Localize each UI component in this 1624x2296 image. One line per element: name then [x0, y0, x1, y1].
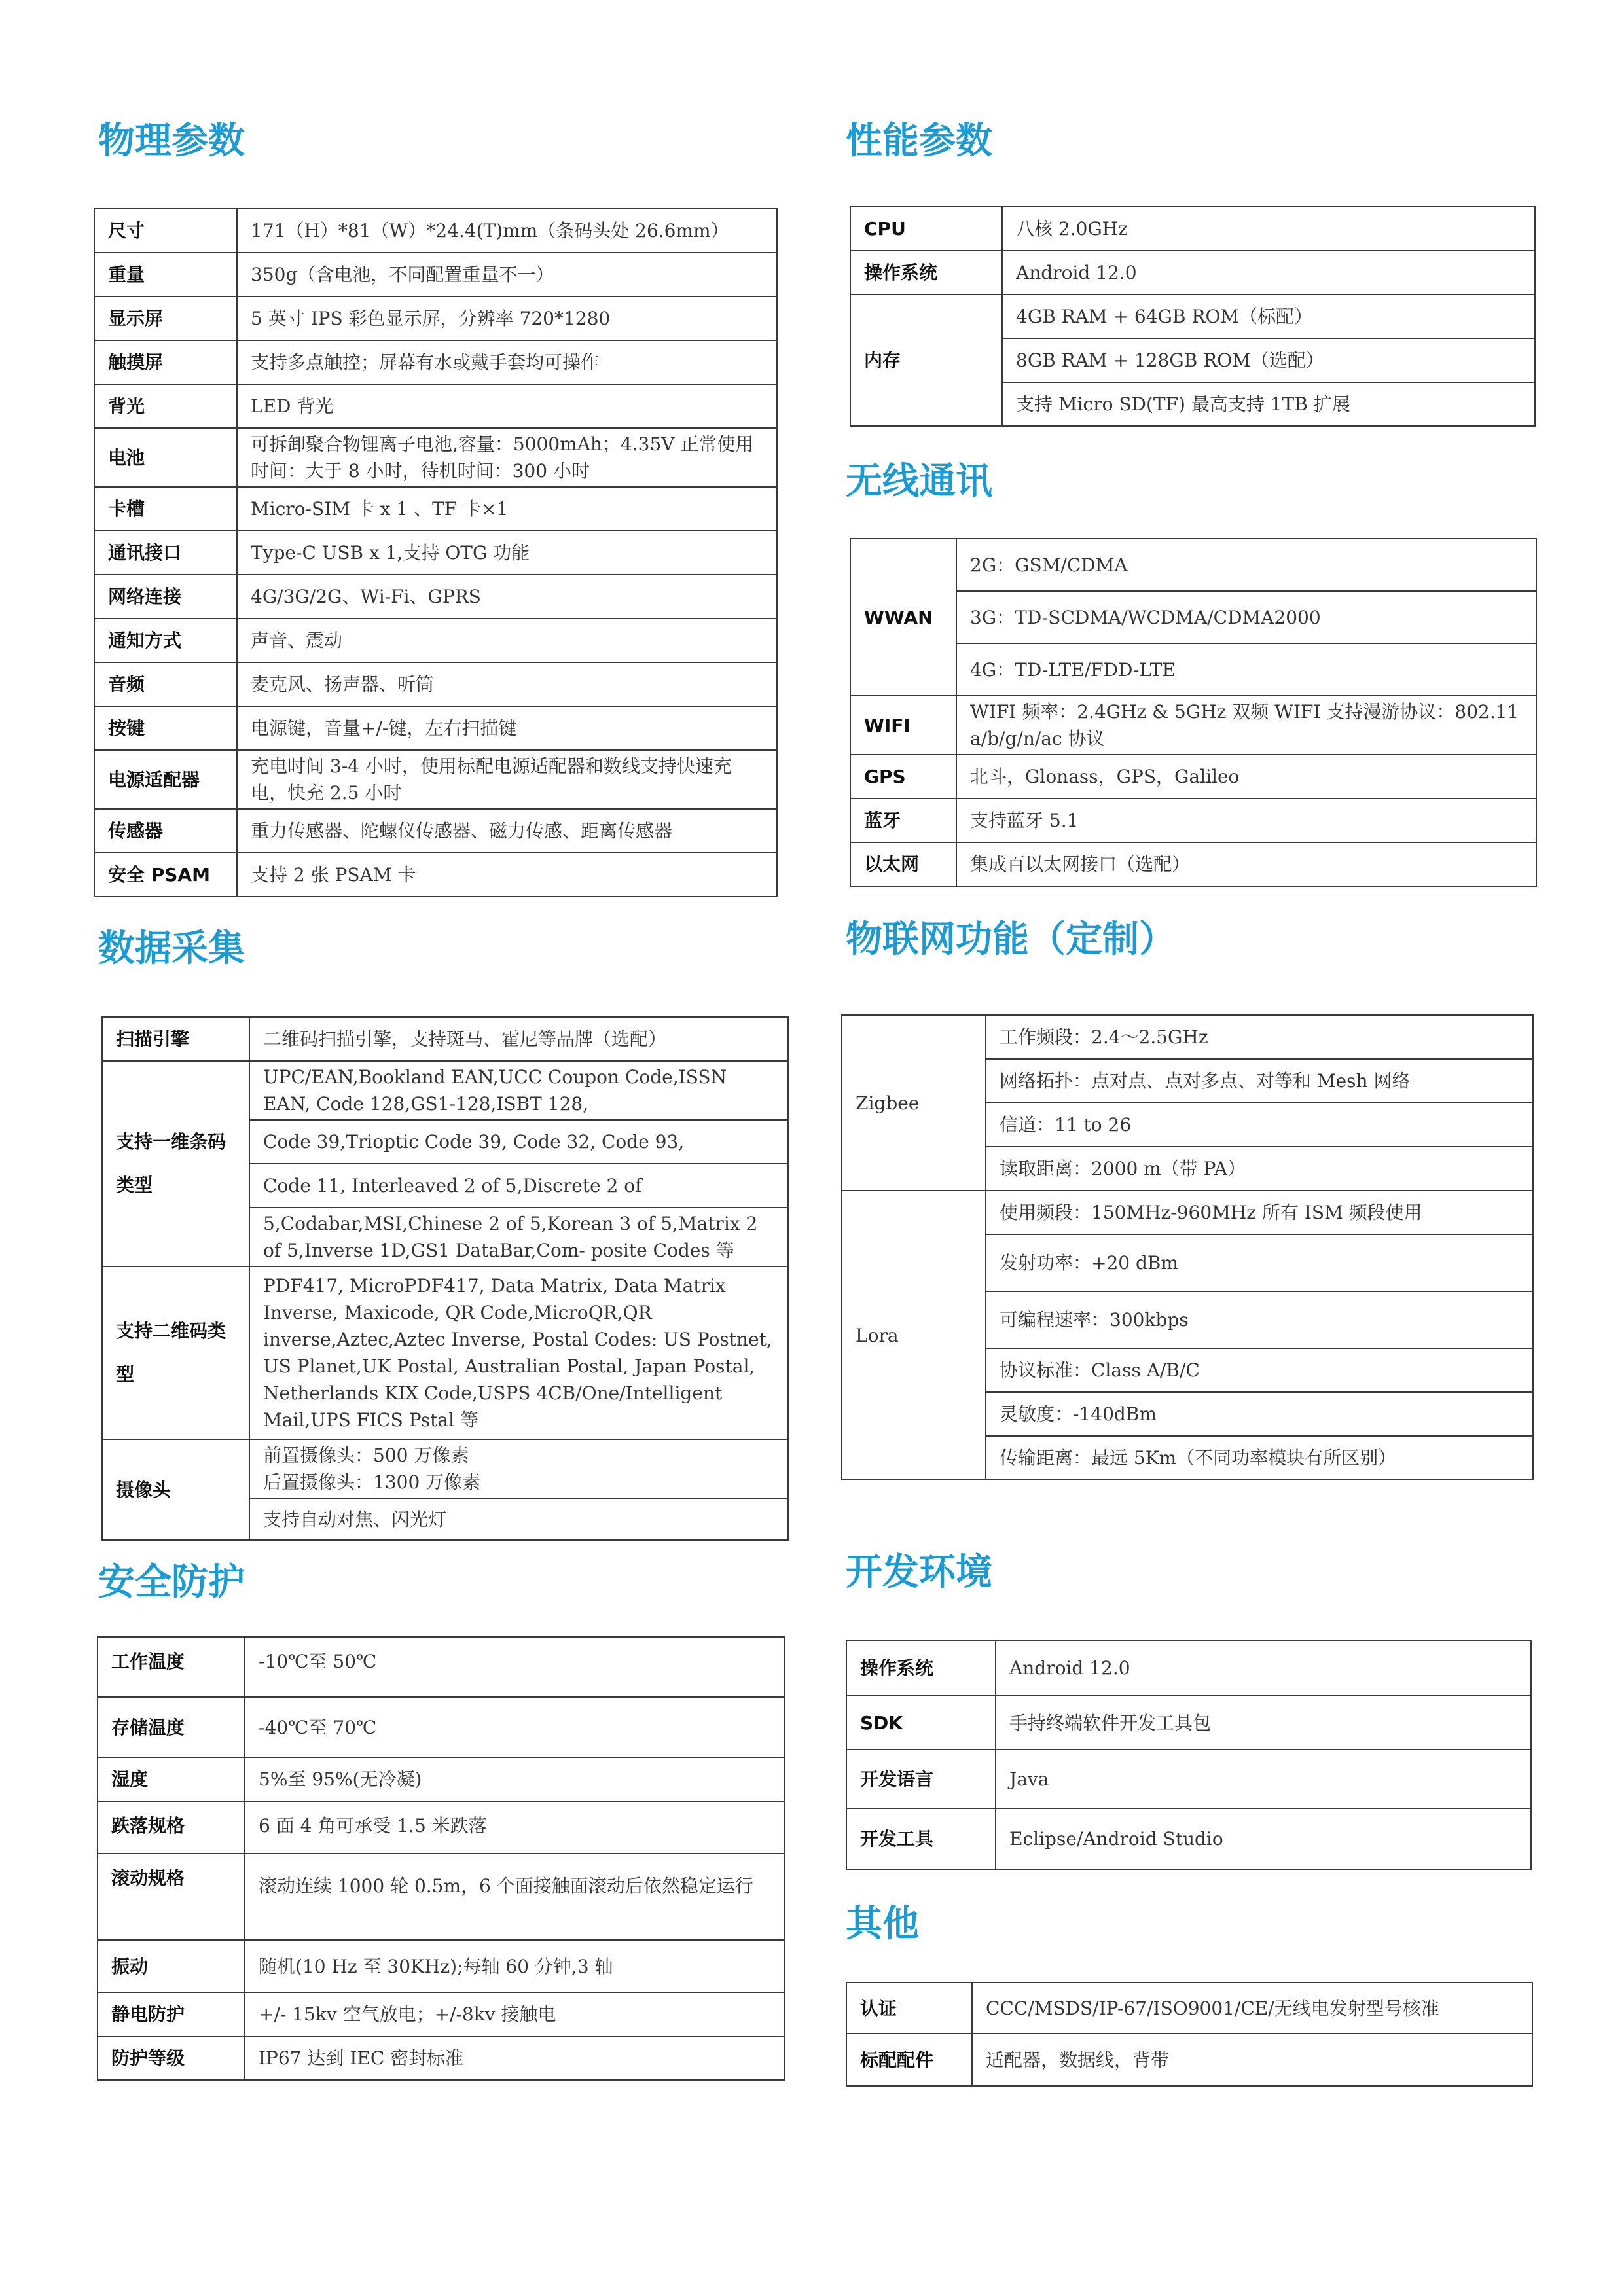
spec-value: Eclipse/Android Studio [996, 1808, 1531, 1869]
spec-label: 湿度 [98, 1757, 245, 1801]
spec-label: 认证 [846, 1982, 972, 2034]
spec-label: 电池 [94, 428, 237, 487]
spec-label: 跌落规格 [98, 1801, 245, 1854]
spec-value: 北斗，Glonass，GPS，Galileo [956, 755, 1536, 798]
spec-value: 电源键，音量+/-键，左右扫描键 [237, 706, 777, 750]
spec-label: 振动 [98, 1940, 245, 1992]
spec-label: 标配配件 [846, 2034, 972, 2086]
table-row [850, 696, 1536, 755]
spec-value: 8GB RAM + 128GB ROM（选配） [1002, 338, 1535, 382]
capture-table [101, 1016, 789, 1541]
spec-label: 蓝牙 [850, 798, 956, 842]
table-row [846, 1808, 1531, 1869]
spec-label: 工作温度 [98, 1637, 245, 1697]
spec-value: 协议标准：Class A/B/C [986, 1348, 1533, 1392]
spec-value: 工作频段：2.4～2.5GHz [986, 1015, 1533, 1059]
table-row [98, 2036, 785, 2080]
spec-label: 安全 PSAM [94, 853, 237, 897]
spec-label: WWAN [850, 539, 956, 696]
spec-value: 可拆卸聚合物锂离子电池,容量：5000mAh；4.35V 正常使用时间：大于 8 小时，待机时间：300 小时 [237, 428, 777, 487]
spec-label: 通知方式 [94, 619, 237, 662]
spec-label: 开发工具 [846, 1808, 996, 1869]
table-row [842, 1191, 1533, 1234]
table-row [94, 662, 777, 706]
spec-label: 静电防护 [98, 1992, 245, 2036]
spec-value: 充电时间 3-4 小时，使用标配电源适配器和数线支持快速充电，快充 2.5 小时 [237, 750, 777, 809]
spec-value: 5,Codabar,MSI,Chinese 2 of 5,Korean 3 of 5,Matrix 2 of 5,Inverse 1D,GS1 DataBar,Com- posite Codes 等 [249, 1208, 788, 1266]
table-row [94, 575, 777, 619]
spec-value: 传输距离：最远 5Km（不同功率模块有所区别） [986, 1436, 1533, 1480]
table-row [850, 539, 1536, 591]
wireless-table [850, 538, 1537, 887]
spec-value: 350g（含电池，不同配置重量不一） [237, 253, 777, 296]
spec-value: 可编程速率：300kbps [986, 1291, 1533, 1348]
table-row [846, 1982, 1532, 2034]
table-row [846, 1640, 1531, 1696]
spec-label: 内存 [850, 295, 1002, 426]
spec-label: 开发语言 [846, 1749, 996, 1808]
spec-value: 手持终端软件开发工具包 [996, 1696, 1531, 1749]
spec-value: 3G：TD-SCDMA/WCDMA/CDMA2000 [956, 591, 1536, 643]
spec-value: Lora [842, 1191, 986, 1480]
spec-label: 按键 [94, 706, 237, 750]
spec-value: Zigbee [842, 1015, 986, 1191]
section-title-performance: 性能参数 [846, 120, 992, 162]
spec-value: 5%至 95%(无冷凝) [245, 1757, 785, 1801]
spec-value: 网络拓扑：点对点、点对多点、对等和 Mesh 网络 [986, 1059, 1533, 1103]
spec-value: 读取距离：2000 m（带 PA） [986, 1147, 1533, 1191]
table-row [98, 1757, 785, 1801]
spec-value: UPC/EAN,Bookland EAN,UCC Coupon Code,ISSN EAN, Code 128,GS1-128,ISBT 128, [249, 1061, 788, 1120]
spec-label: 以太网 [850, 842, 956, 886]
section-title-physical: 物理参数 [98, 120, 245, 162]
table-row [94, 750, 777, 809]
table-row [94, 428, 777, 487]
spec-value: PDF417, MicroPDF417, Data Matrix, Data Matrix Inverse, Maxicode, QR Code,MicroQR,QR inverse,Aztec,Aztec Inverse, Postal Codes: US Postnet, US Planet,UK Postal, Australian Postal, Japan Postal, Netherlands KIX Code,USPS 4CB/One/Intelligent Mail,UPS FICS Pstal 等 [249, 1266, 788, 1439]
spec-label: GPS [850, 755, 956, 798]
table-row [850, 842, 1536, 886]
table-row [98, 1992, 785, 2036]
table-row [98, 1854, 785, 1940]
spec-value: Code 11, Interleaved 2 of 5,Discrete 2 of [249, 1164, 788, 1208]
spec-value: Type-C USB x 1,支持 OTG 功能 [237, 531, 777, 575]
table-row [94, 487, 777, 531]
spec-value: 支持 2 张 PSAM 卡 [237, 853, 777, 897]
section-title-protection: 安全防护 [98, 1561, 245, 1604]
table-row [94, 296, 777, 340]
spec-label: 卡槽 [94, 487, 237, 531]
table-row [850, 251, 1535, 295]
spec-value: Code 39,Trioptic Code 39, Code 32, Code 93, [249, 1120, 788, 1164]
spec-label: WIFI [850, 696, 956, 755]
spec-value: 6 面 4 角可承受 1.5 米跌落 [245, 1801, 785, 1854]
spec-value: 4G/3G/2G、Wi-Fi、GPRS [237, 575, 777, 619]
spec-label: 存储温度 [98, 1697, 245, 1757]
spec-value: 滚动连续 1000 轮 0.5m，6 个面接触面滚动后依然稳定运行 [245, 1854, 785, 1940]
spec-label: 操作系统 [850, 251, 1002, 295]
spec-label: 滚动规格 [98, 1854, 245, 1940]
spec-label: 音频 [94, 662, 237, 706]
spec-label: 电源适配器 [94, 750, 237, 809]
table-row [846, 1696, 1531, 1749]
spec-label: 尺寸 [94, 209, 237, 253]
section-title-devenv: 开发环境 [846, 1551, 992, 1594]
spec-value: 支持 Micro SD(TF) 最高支持 1TB 扩展 [1002, 382, 1535, 426]
table-row [102, 1439, 788, 1498]
spec-value: +/- 15kv 空气放电；+/-8kv 接触电 [245, 1992, 785, 2036]
camera-rear: 后置摄像头：1300 万像素 [263, 1471, 481, 1493]
spec-value: 171（H）*81（W）*24.4(T)mm（条码头处 26.6mm） [237, 209, 777, 253]
table-row [94, 384, 777, 428]
table-row [850, 798, 1536, 842]
table-row [850, 207, 1535, 251]
spec-value: 二维码扫描引擎，支持斑马、霍尼等品牌（选配） [249, 1017, 788, 1061]
spec-label: 操作系统 [846, 1640, 996, 1696]
table-row [94, 853, 777, 897]
spec-label: 重量 [94, 253, 237, 296]
table-row [102, 1266, 788, 1439]
spec-value: 八核 2.0GHz [1002, 207, 1535, 251]
table-row [846, 2034, 1532, 2086]
table-row [94, 209, 777, 253]
camera-front: 前置摄像头：500 万像素 [263, 1444, 469, 1466]
spec-value: 支持自动对焦、闪光灯 [249, 1498, 788, 1540]
table-row [846, 1749, 1531, 1808]
spec-value: 支持多点触控；屏幕有水或戴手套均可操作 [237, 340, 777, 384]
table-row [94, 531, 777, 575]
spec-value: Java [996, 1749, 1531, 1808]
spec-label: 扫描引擎 [102, 1017, 249, 1061]
table-row [98, 1801, 785, 1854]
iot-table [841, 1014, 1534, 1480]
spec-label: CPU [850, 207, 1002, 251]
section-title-capture: 数据采集 [98, 927, 245, 970]
devenv-table [846, 1640, 1532, 1870]
spec-value: 集成百以太网接口（选配） [956, 842, 1536, 886]
spec-value: LED 背光 [237, 384, 777, 428]
spec-value: IP67 达到 IEC 密封标准 [245, 2036, 785, 2080]
spec-value: CCC/MSDS/IP-67/ISO9001/CE/无线电发射型号核准 [972, 1982, 1532, 2034]
section-title-other: 其他 [846, 1903, 919, 1945]
spec-label: 支持二维码类型 [102, 1266, 249, 1439]
other-table [846, 1982, 1533, 2087]
spec-value: 灵敏度：-140dBm [986, 1392, 1533, 1436]
spec-value: -10℃至 50℃ [245, 1637, 785, 1697]
table-row [94, 619, 777, 662]
spec-value: 4G：TD-LTE/FDD-LTE [956, 643, 1536, 696]
table-row [842, 1015, 1533, 1059]
spec-value: Android 12.0 [996, 1640, 1531, 1696]
protection-table [97, 1636, 785, 2081]
spec-value: WIFI 频率：2.4GHz & 5GHz 双频 WIFI 支持漫游协议：802.11 a/b/g/n/ac 协议 [956, 696, 1536, 755]
table-row [98, 1697, 785, 1757]
table-row [850, 755, 1536, 798]
table-row [94, 706, 777, 750]
spec-label: 触摸屏 [94, 340, 237, 384]
section-title-iot: 物联网功能（定制） [846, 918, 1176, 961]
spec-label: 防护等级 [98, 2036, 245, 2080]
spec-label: 传感器 [94, 809, 237, 853]
spec-label: 支持一维条码类型 [102, 1061, 249, 1266]
spec-value: 发射功率：+20 dBm [986, 1234, 1533, 1291]
table-row [98, 1940, 785, 1992]
spec-label: 摄像头 [102, 1439, 249, 1540]
spec-value: 2G：GSM/CDMA [956, 539, 1536, 591]
table-row [102, 1061, 788, 1120]
spec-value: -40℃至 70℃ [245, 1697, 785, 1757]
performance-table [850, 206, 1536, 427]
spec-value: 随机(10 Hz 至 30KHz);每轴 60 分钟,3 轴 [245, 1940, 785, 1992]
spec-value: 适配器，数据线，背带 [972, 2034, 1532, 2086]
spec-value: Micro-SIM 卡 x 1 、TF 卡×1 [237, 487, 777, 531]
spec-value: 信道：11 to 26 [986, 1103, 1533, 1147]
spec-label: SDK [846, 1696, 996, 1749]
spec-label: 网络连接 [94, 575, 237, 619]
spec-value: 使用频段：150MHz-960MHz 所有 ISM 频段使用 [986, 1191, 1533, 1234]
spec-value: 支持蓝牙 5.1 [956, 798, 1536, 842]
table-row [94, 253, 777, 296]
table-row [94, 809, 777, 853]
spec-value: 声音、震动 [237, 619, 777, 662]
physical-table [94, 208, 778, 897]
spec-value: Android 12.0 [1002, 251, 1535, 295]
table-row [850, 295, 1535, 338]
spec-value: 4GB RAM + 64GB ROM（标配） [1002, 295, 1535, 338]
spec-value: 重力传感器、陀螺仪传感器、磁力传感、距离传感器 [237, 809, 777, 853]
spec-value: 5 英寸 IPS 彩色显示屏，分辨率 720*1280 [237, 296, 777, 340]
spec-label: 显示屏 [94, 296, 237, 340]
spec-label: 通讯接口 [94, 531, 237, 575]
table-row [94, 340, 777, 384]
spec-value: 麦克风、扬声器、听筒 [237, 662, 777, 706]
spec-label: 背光 [94, 384, 237, 428]
section-title-wireless: 无线通讯 [846, 460, 992, 503]
table-row [102, 1017, 788, 1061]
table-row [98, 1637, 785, 1697]
